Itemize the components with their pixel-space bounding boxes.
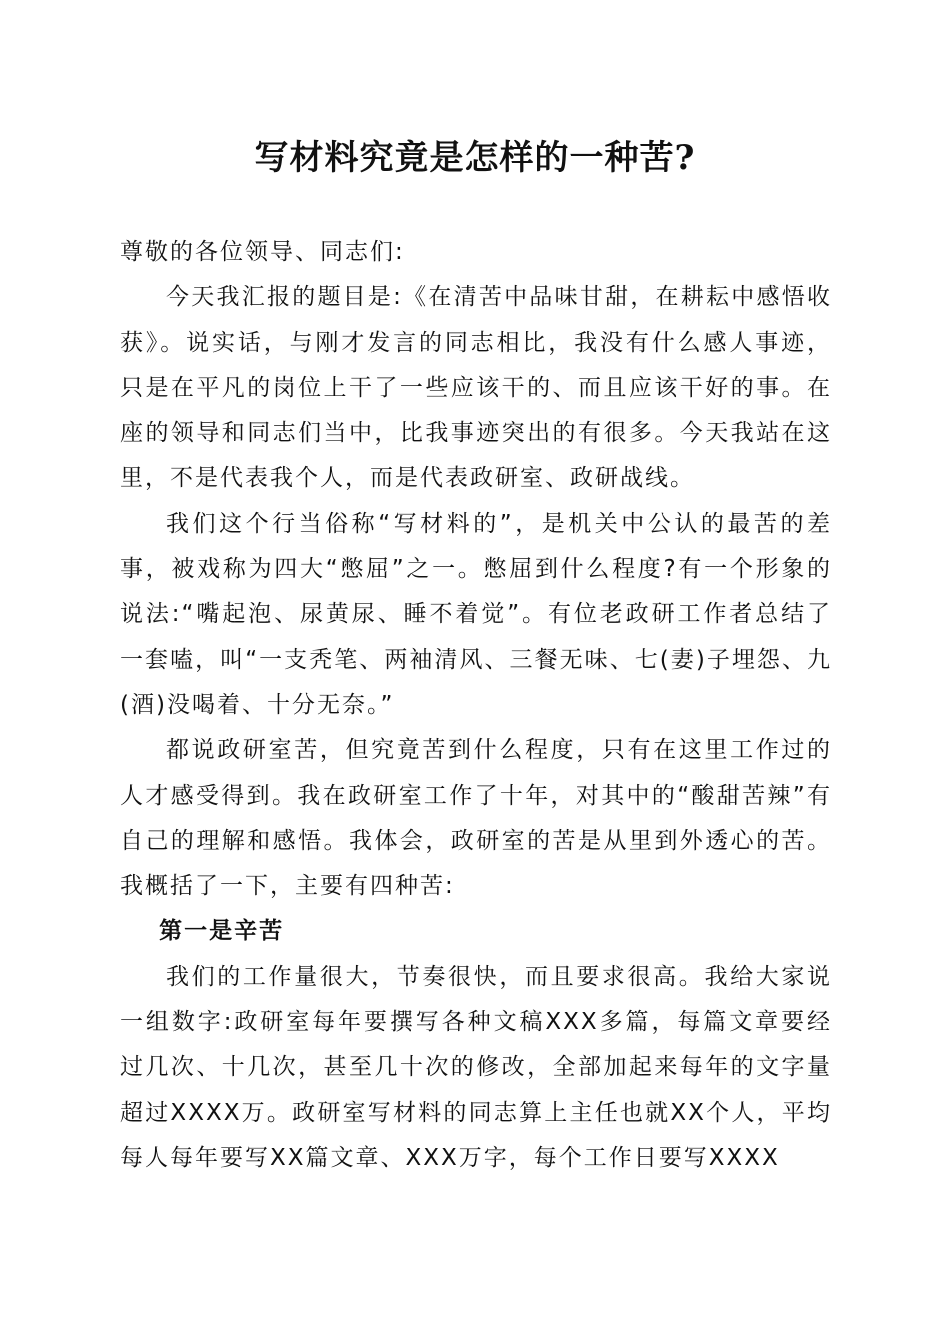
paragraph-2: 我们这个行当俗称“写材料的”，是机关中公认的最苦的差事，被戏称为四大“憋屈”之一。憋屈到什么程度?有一个形象的说法:“嘴起泡、尿黄尿、睡不着觉”。有位老政研工作者总结了一套嗑，叫“一支秃笔、两袖清风、三餐无味、七(妻)子埋怨、九(酒)没喝着、十分无奈。” [120,510,832,718]
document-title: 写材料究竟是怎样的一种苦? [254,138,696,178]
paragraph-1: 今天我汇报的题目是:《在清苦中品味甘甜，在耕耘中感悟收获》。说实话，与刚才发言的同志相比，我没有什么感人事迹，只是在平凡的岗位上干了一些应该干的、而且应该干好的事。在座的领导和同志们当中，比我事迹突出的有很多。今天我站在这里，不是代表我个人，而是代表政研室、政研战线。 [120,284,832,492]
salutation: 尊敬的各位领导、同志们: [120,239,405,265]
paragraph-3: 都说政研室苦，但究竟苦到什么程度，只有在这里工作过的人才感受得到。我在政研室工作了十年，对其中的“酸甜苦辣”有自己的理解和感悟。我体会，政研室的苦是从里到外透心的苦。我概括了一下，主要有四种苦: [120,737,832,900]
document-body [120,230,832,1181]
section-heading: 第一是辛苦 [159,918,285,945]
section-paragraph: 我们的工作量很大，节奏很快，而且要求很高。我给大家说一组数字:政研室每年要撰写各种文稿XXX多篇，每篇文章要经过几次、十几次，甚至几十次的修改，全部加起来每年的文字量超过XXXX万。政研室写材料的同志算上主任也就XX个人，平均每人每年要写XX篇文章、XXX万字，每个工作日要写XXXX [120,963,832,1171]
